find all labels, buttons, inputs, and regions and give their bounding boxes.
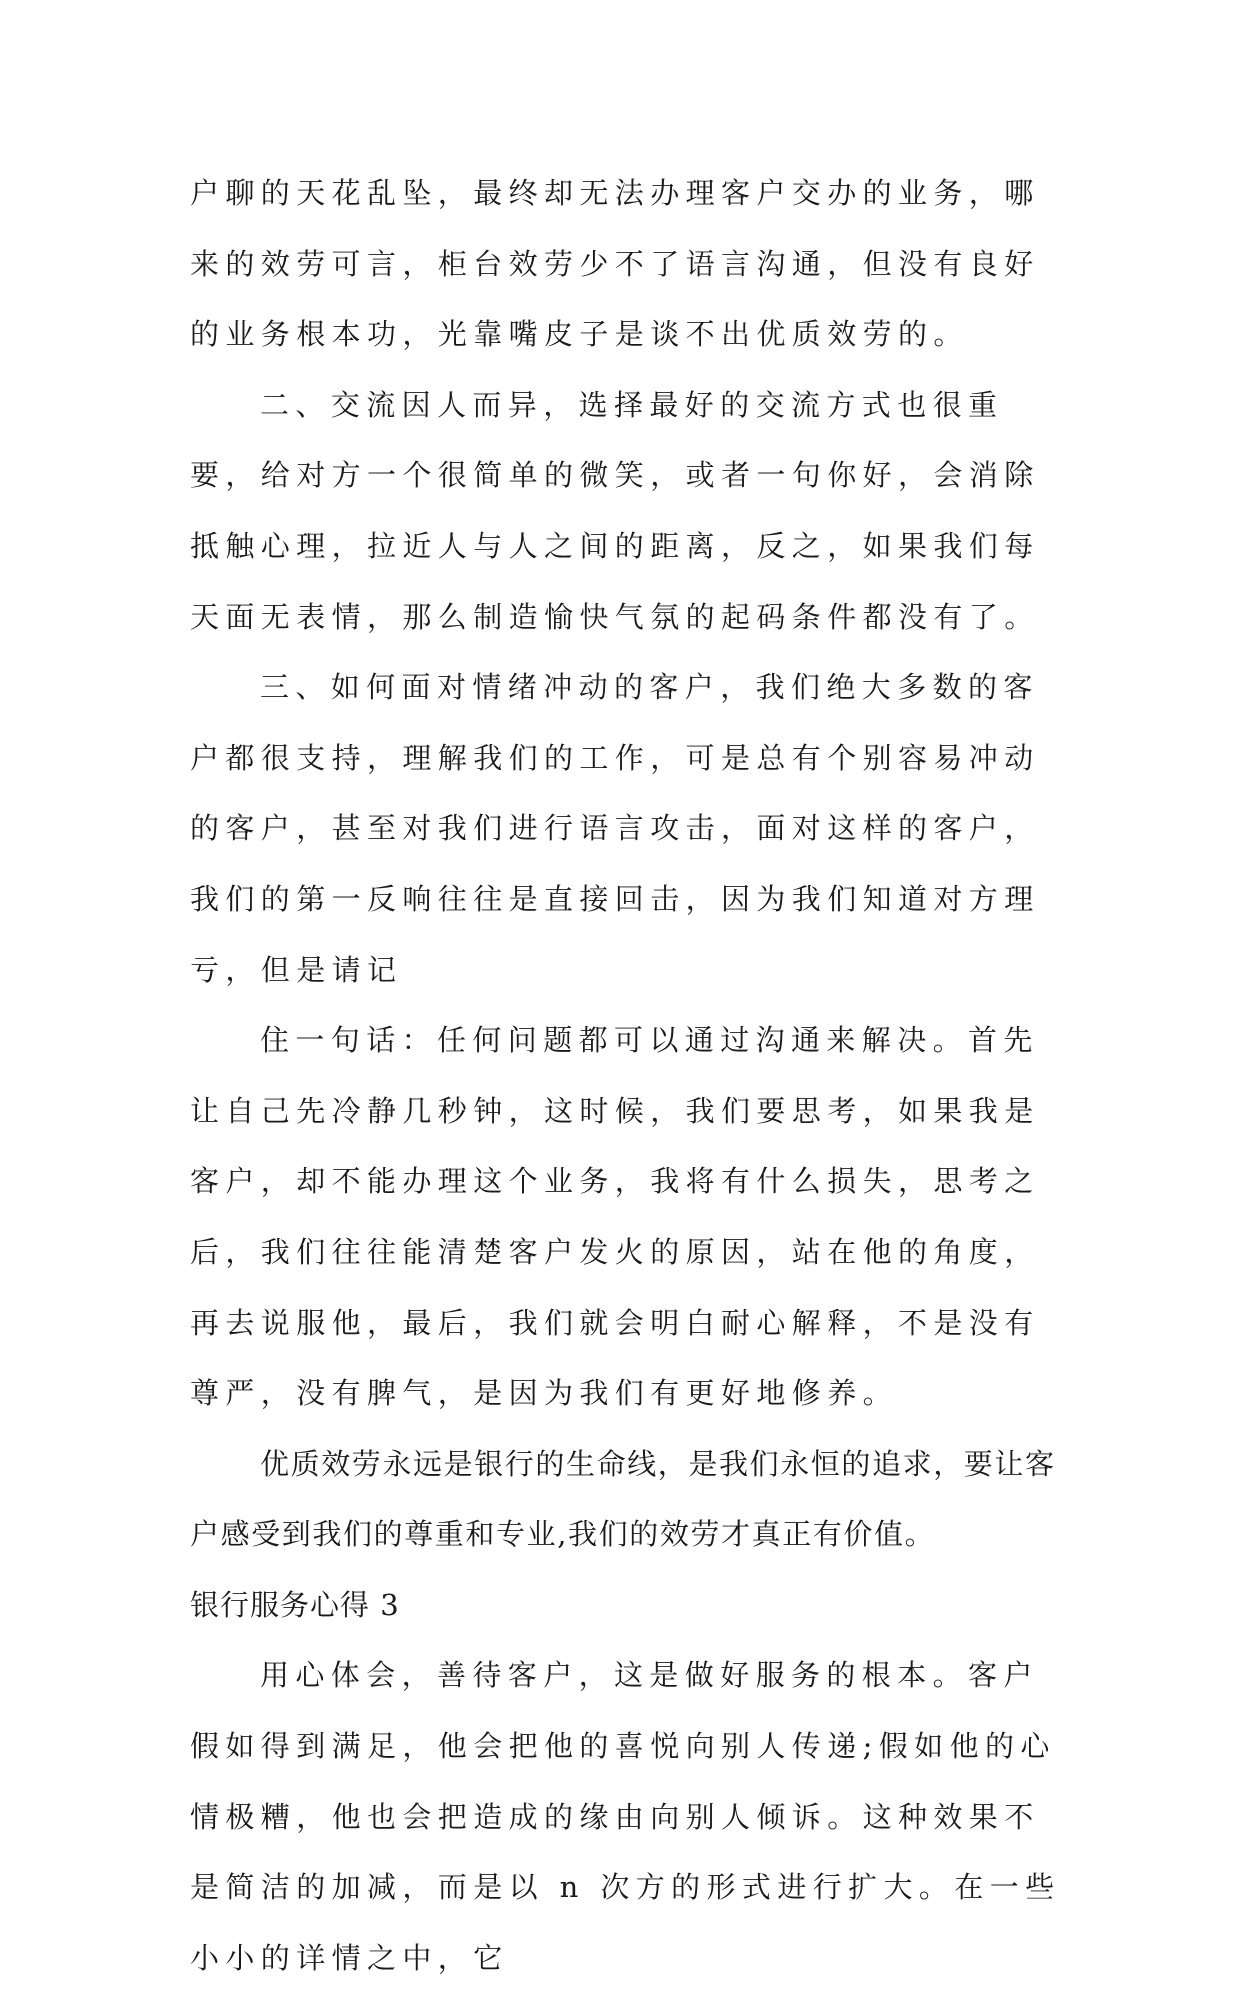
section-paragraph-1: 用心体会，善待客户，这是做好服务的根本。客户假如得到满足，他会把他的喜悦向别人传递;假如他的心情极糟，他也会把造成的缘由向别人倾诉。这种效果不是简洁的加减，而是以 n 次方的形式进行扩大。在一些小小的详情之中，它 xyxy=(190,1658,1061,1975)
section-heading: 银行服务心得 3 xyxy=(190,1587,400,1622)
paragraph-3: 三、如何面对情绪冲动的客户，我们绝大多数的客户都很支持，理解我们的工作，可是总有个别容易冲动的客户，甚至对我们进行语言攻击，面对这样的客户，我们的第一反响往往是直接回击，因为我们知道对方理亏，但是请记 xyxy=(190,670,1040,987)
document-body xyxy=(190,158,1070,1993)
paragraph-1: 户聊的天花乱坠，最终却无法办理客户交办的业务，哪来的效劳可言，柜台效劳少不了语言沟通，但没有良好的业务根本功，光靠嘴皮子是谈不出优质效劳的。 xyxy=(190,176,1040,352)
paragraph-5: 优质效劳永远是银行的生命线，是我们永恒的追求，要让客户感受到我们的尊重和专业,我们的效劳才真正有价值。 xyxy=(190,1446,1056,1552)
paragraph-4: 住一句话：任何问题都可以通过沟通来解决。首先让自己先冷静几秒钟，这时候，我们要思考，如果我是客户，却不能办理这个业务，我将有什么损失，思考之后，我们往往能清楚客户发火的原因，站在他的角度，再去说服他，最后，我们就会明白耐心解释，不是没有尊严，没有脾气，是因为我们有更好地修养。 xyxy=(190,1023,1040,1411)
paragraph-2: 二、交流因人而异，选择最好的交流方式也很重要，给对方一个很简单的微笑，或者一句你好，会消除抵触心理，拉近人与人之间的距离，反之，如果我们每天面无表情，那么制造愉快气氛的起码条件都没有了。 xyxy=(190,387,1040,634)
